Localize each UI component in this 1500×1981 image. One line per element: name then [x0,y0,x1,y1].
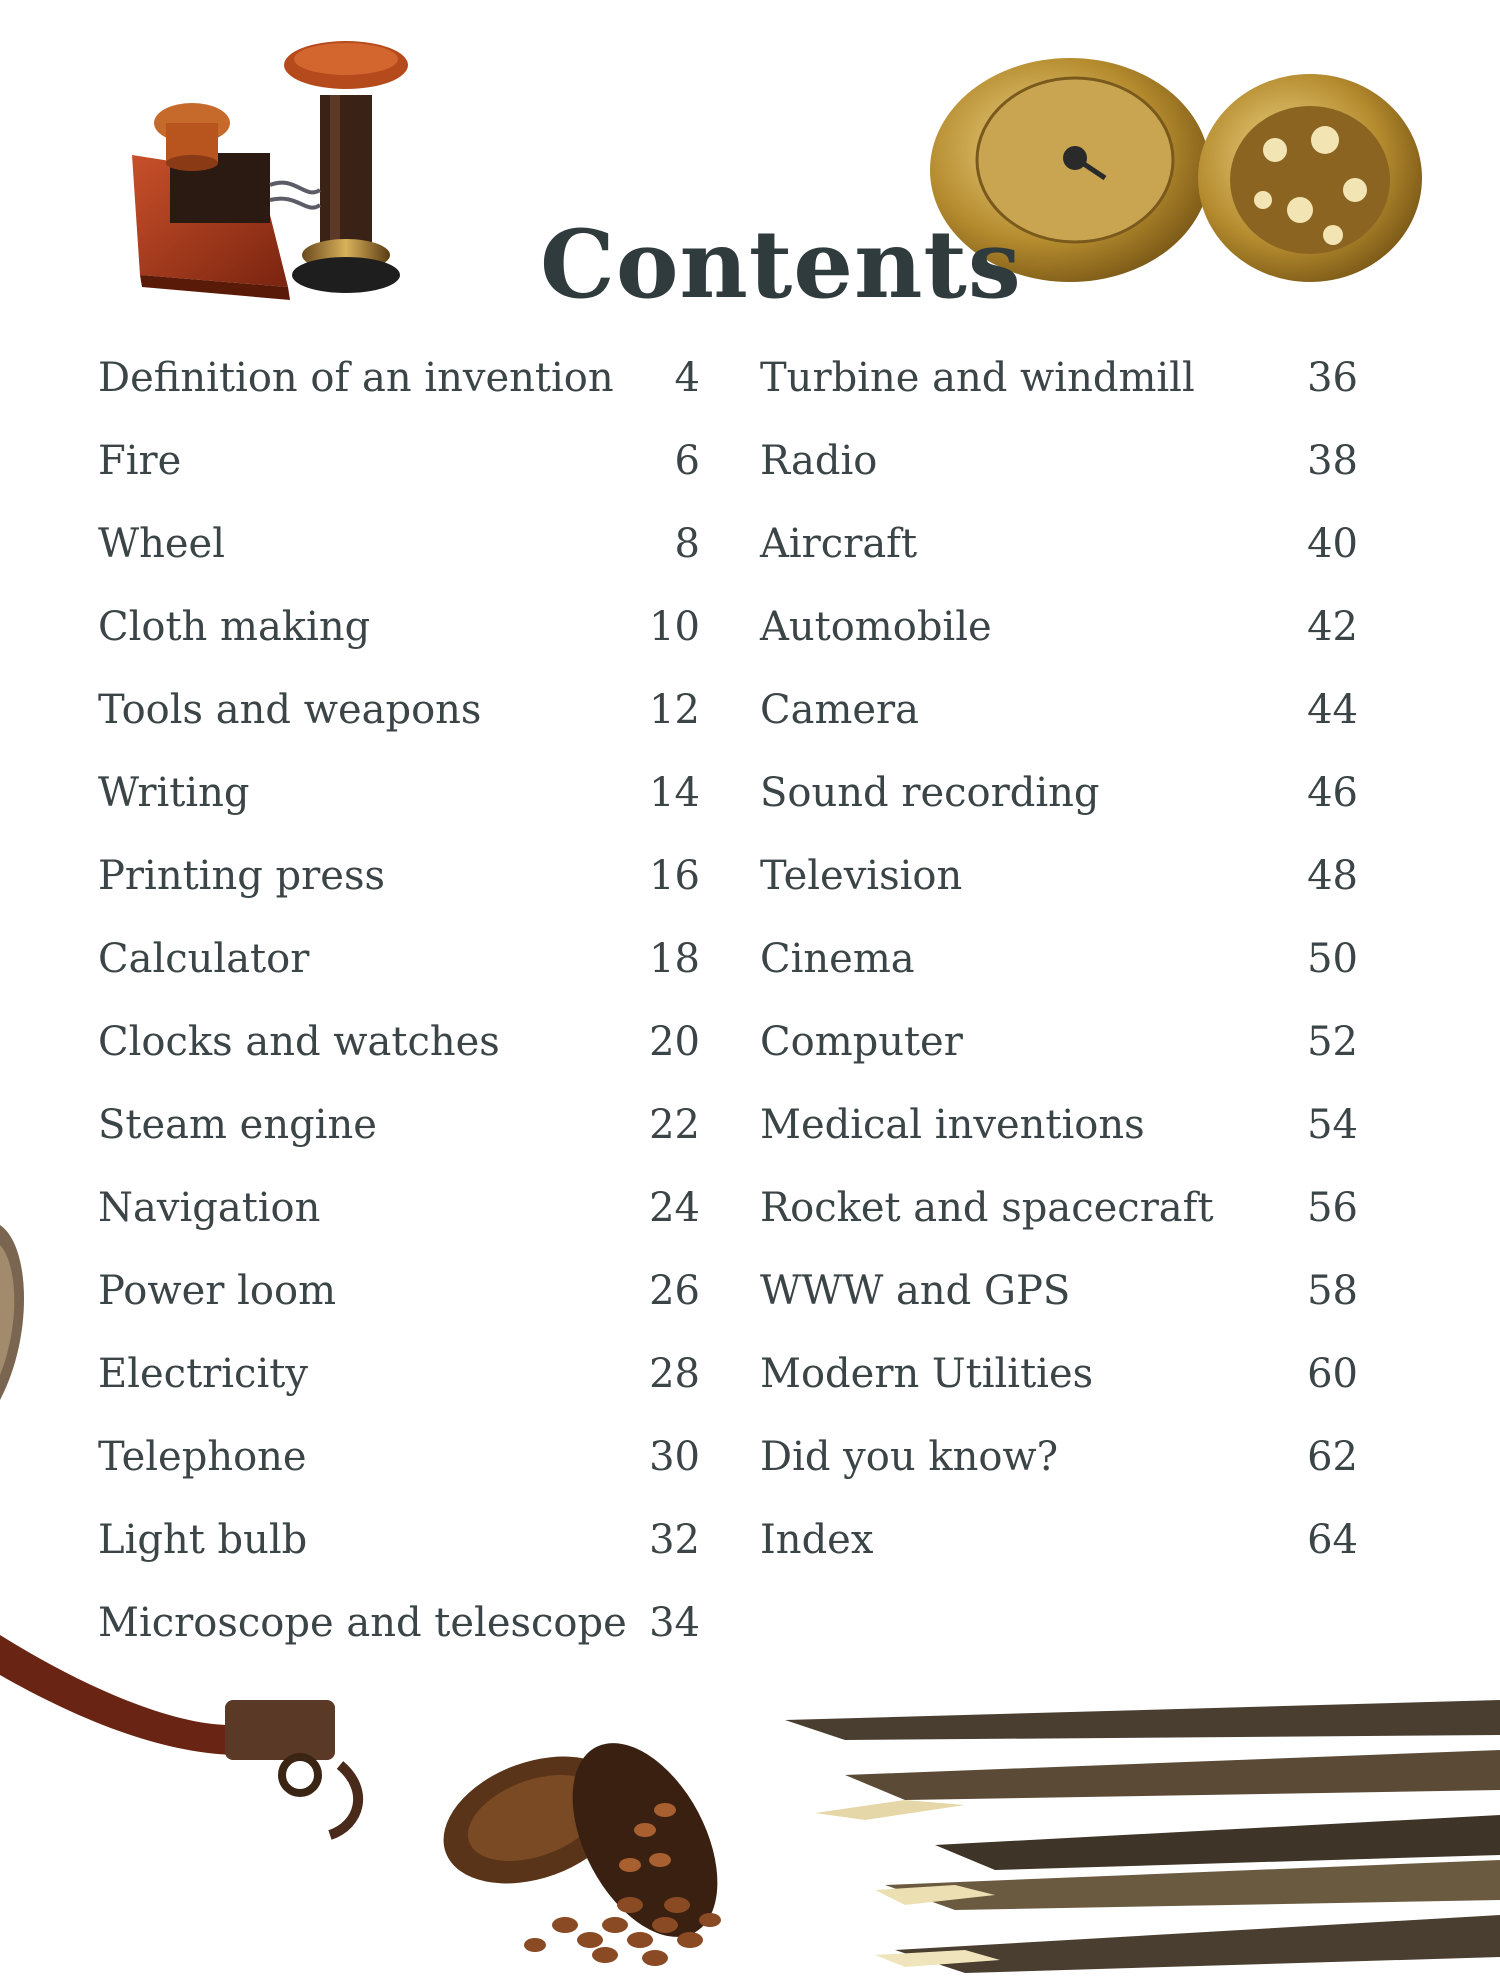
contents-right-column [760,350,1358,1595]
contents-entry[interactable] [760,1014,1358,1097]
contents-entry[interactable] [760,433,1358,516]
entry-page-number: 10 [649,604,700,650]
contents-entry[interactable] [98,848,700,931]
page-title: Contents [540,210,1022,320]
entry-title: Light bulb [98,1517,308,1563]
entry-title: Aircraft [760,521,918,567]
entry-page-number: 20 [649,1019,700,1065]
entry-page-number: 32 [649,1517,700,1563]
entry-title: Modern Utilities [760,1351,1094,1397]
contents-entry[interactable] [98,1429,700,1512]
contents-entry[interactable] [98,765,700,848]
entry-title: Radio [760,438,878,484]
entry-title: Television [760,853,963,899]
entry-title: Sound recording [760,770,1100,816]
entry-page-number: 52 [1307,1019,1358,1065]
entry-page-number: 6 [674,438,700,484]
contents-entry[interactable] [760,682,1358,765]
entry-page-number: 18 [649,936,700,982]
entry-title: Microscope and telescope [98,1600,627,1646]
contents-entry[interactable] [98,1512,700,1595]
contents-entry[interactable] [760,1346,1358,1429]
telephone-illustration [120,25,460,310]
contents-entry[interactable] [760,1263,1358,1346]
entry-title: Steam engine [98,1102,377,1148]
entry-page-number: 64 [1307,1517,1358,1563]
entry-page-number: 24 [649,1185,700,1231]
contents-entry[interactable] [98,1014,700,1097]
contents-entry[interactable] [760,1180,1358,1263]
entry-title: Camera [760,687,920,733]
entry-title: Tools and weapons [98,687,482,733]
entry-title: Cloth making [98,604,371,650]
contents-entry[interactable] [760,1097,1358,1180]
reed-pens-illustration [785,1695,1500,1981]
entry-page-number: 28 [649,1351,700,1397]
contents-entry[interactable] [98,1346,700,1429]
entry-page-number: 22 [649,1102,700,1148]
contents-entry[interactable] [98,931,700,1014]
entry-title: Rocket and spacecraft [760,1185,1214,1231]
entry-page-number: 14 [649,770,700,816]
contents-entry[interactable] [98,433,700,516]
entry-page-number: 48 [1307,853,1358,899]
entry-title: Power loom [98,1268,337,1314]
entry-title: Cinema [760,936,915,982]
contents-entry[interactable] [760,599,1358,682]
contents-entry[interactable] [760,931,1358,1014]
contents-entry[interactable] [98,350,700,433]
entry-page-number: 46 [1307,770,1358,816]
entry-title: Clocks and watches [98,1019,500,1065]
entry-title: Calculator [98,936,310,982]
entry-title: Definition of an invention [98,355,614,401]
contents-entry[interactable] [760,350,1358,433]
contents-entry[interactable] [98,516,700,599]
entry-page-number: 8 [674,521,700,567]
entry-page-number: 56 [1307,1185,1358,1231]
entry-title: Turbine and windmill [760,355,1195,401]
entry-page-number: 26 [649,1268,700,1314]
entry-page-number: 16 [649,853,700,899]
entry-page-number: 50 [1307,936,1358,982]
entry-page-number: 44 [1307,687,1358,733]
entry-page-number: 60 [1307,1351,1358,1397]
entry-page-number: 42 [1307,604,1358,650]
entry-title: Medical inventions [760,1102,1145,1148]
entry-page-number: 38 [1307,438,1358,484]
contents-entry[interactable] [98,599,700,682]
entry-page-number: 40 [1307,521,1358,567]
entry-page-number: 58 [1307,1268,1358,1314]
contents-left-column [98,350,700,1678]
contents-entry[interactable] [760,1429,1358,1512]
entry-title: Electricity [98,1351,308,1397]
cocoa-illustration [415,1700,755,1980]
entry-title: Writing [98,770,250,816]
entry-title: WWW and GPS [760,1268,1071,1314]
entry-page-number: 36 [1307,355,1358,401]
contents-entry[interactable] [98,1263,700,1346]
stone-tool-illustration [0,1225,40,1405]
contents-entry[interactable] [98,1097,700,1180]
entry-page-number: 30 [649,1434,700,1480]
entry-page-number: 4 [674,355,700,401]
contents-entry[interactable] [760,516,1358,599]
entry-title: Fire [98,438,182,484]
entry-page-number: 62 [1307,1434,1358,1480]
contents-entry[interactable] [760,765,1358,848]
entry-title: Telephone [98,1434,307,1480]
tool-illustration [0,1615,410,1865]
contents-entry[interactable] [760,1512,1358,1595]
contents-entry[interactable] [98,1180,700,1263]
entry-page-number: 54 [1307,1102,1358,1148]
entry-title: Index [760,1517,874,1563]
contents-entry[interactable] [760,848,1358,931]
entry-title: Printing press [98,853,385,899]
entry-title: Did you know? [760,1434,1059,1480]
entry-title: Navigation [98,1185,321,1231]
entry-page-number: 12 [649,687,700,733]
entry-title: Automobile [760,604,992,650]
entry-title: Computer [760,1019,963,1065]
entry-page-number: 34 [649,1600,700,1646]
contents-entry[interactable] [98,682,700,765]
entry-title: Wheel [98,521,226,567]
